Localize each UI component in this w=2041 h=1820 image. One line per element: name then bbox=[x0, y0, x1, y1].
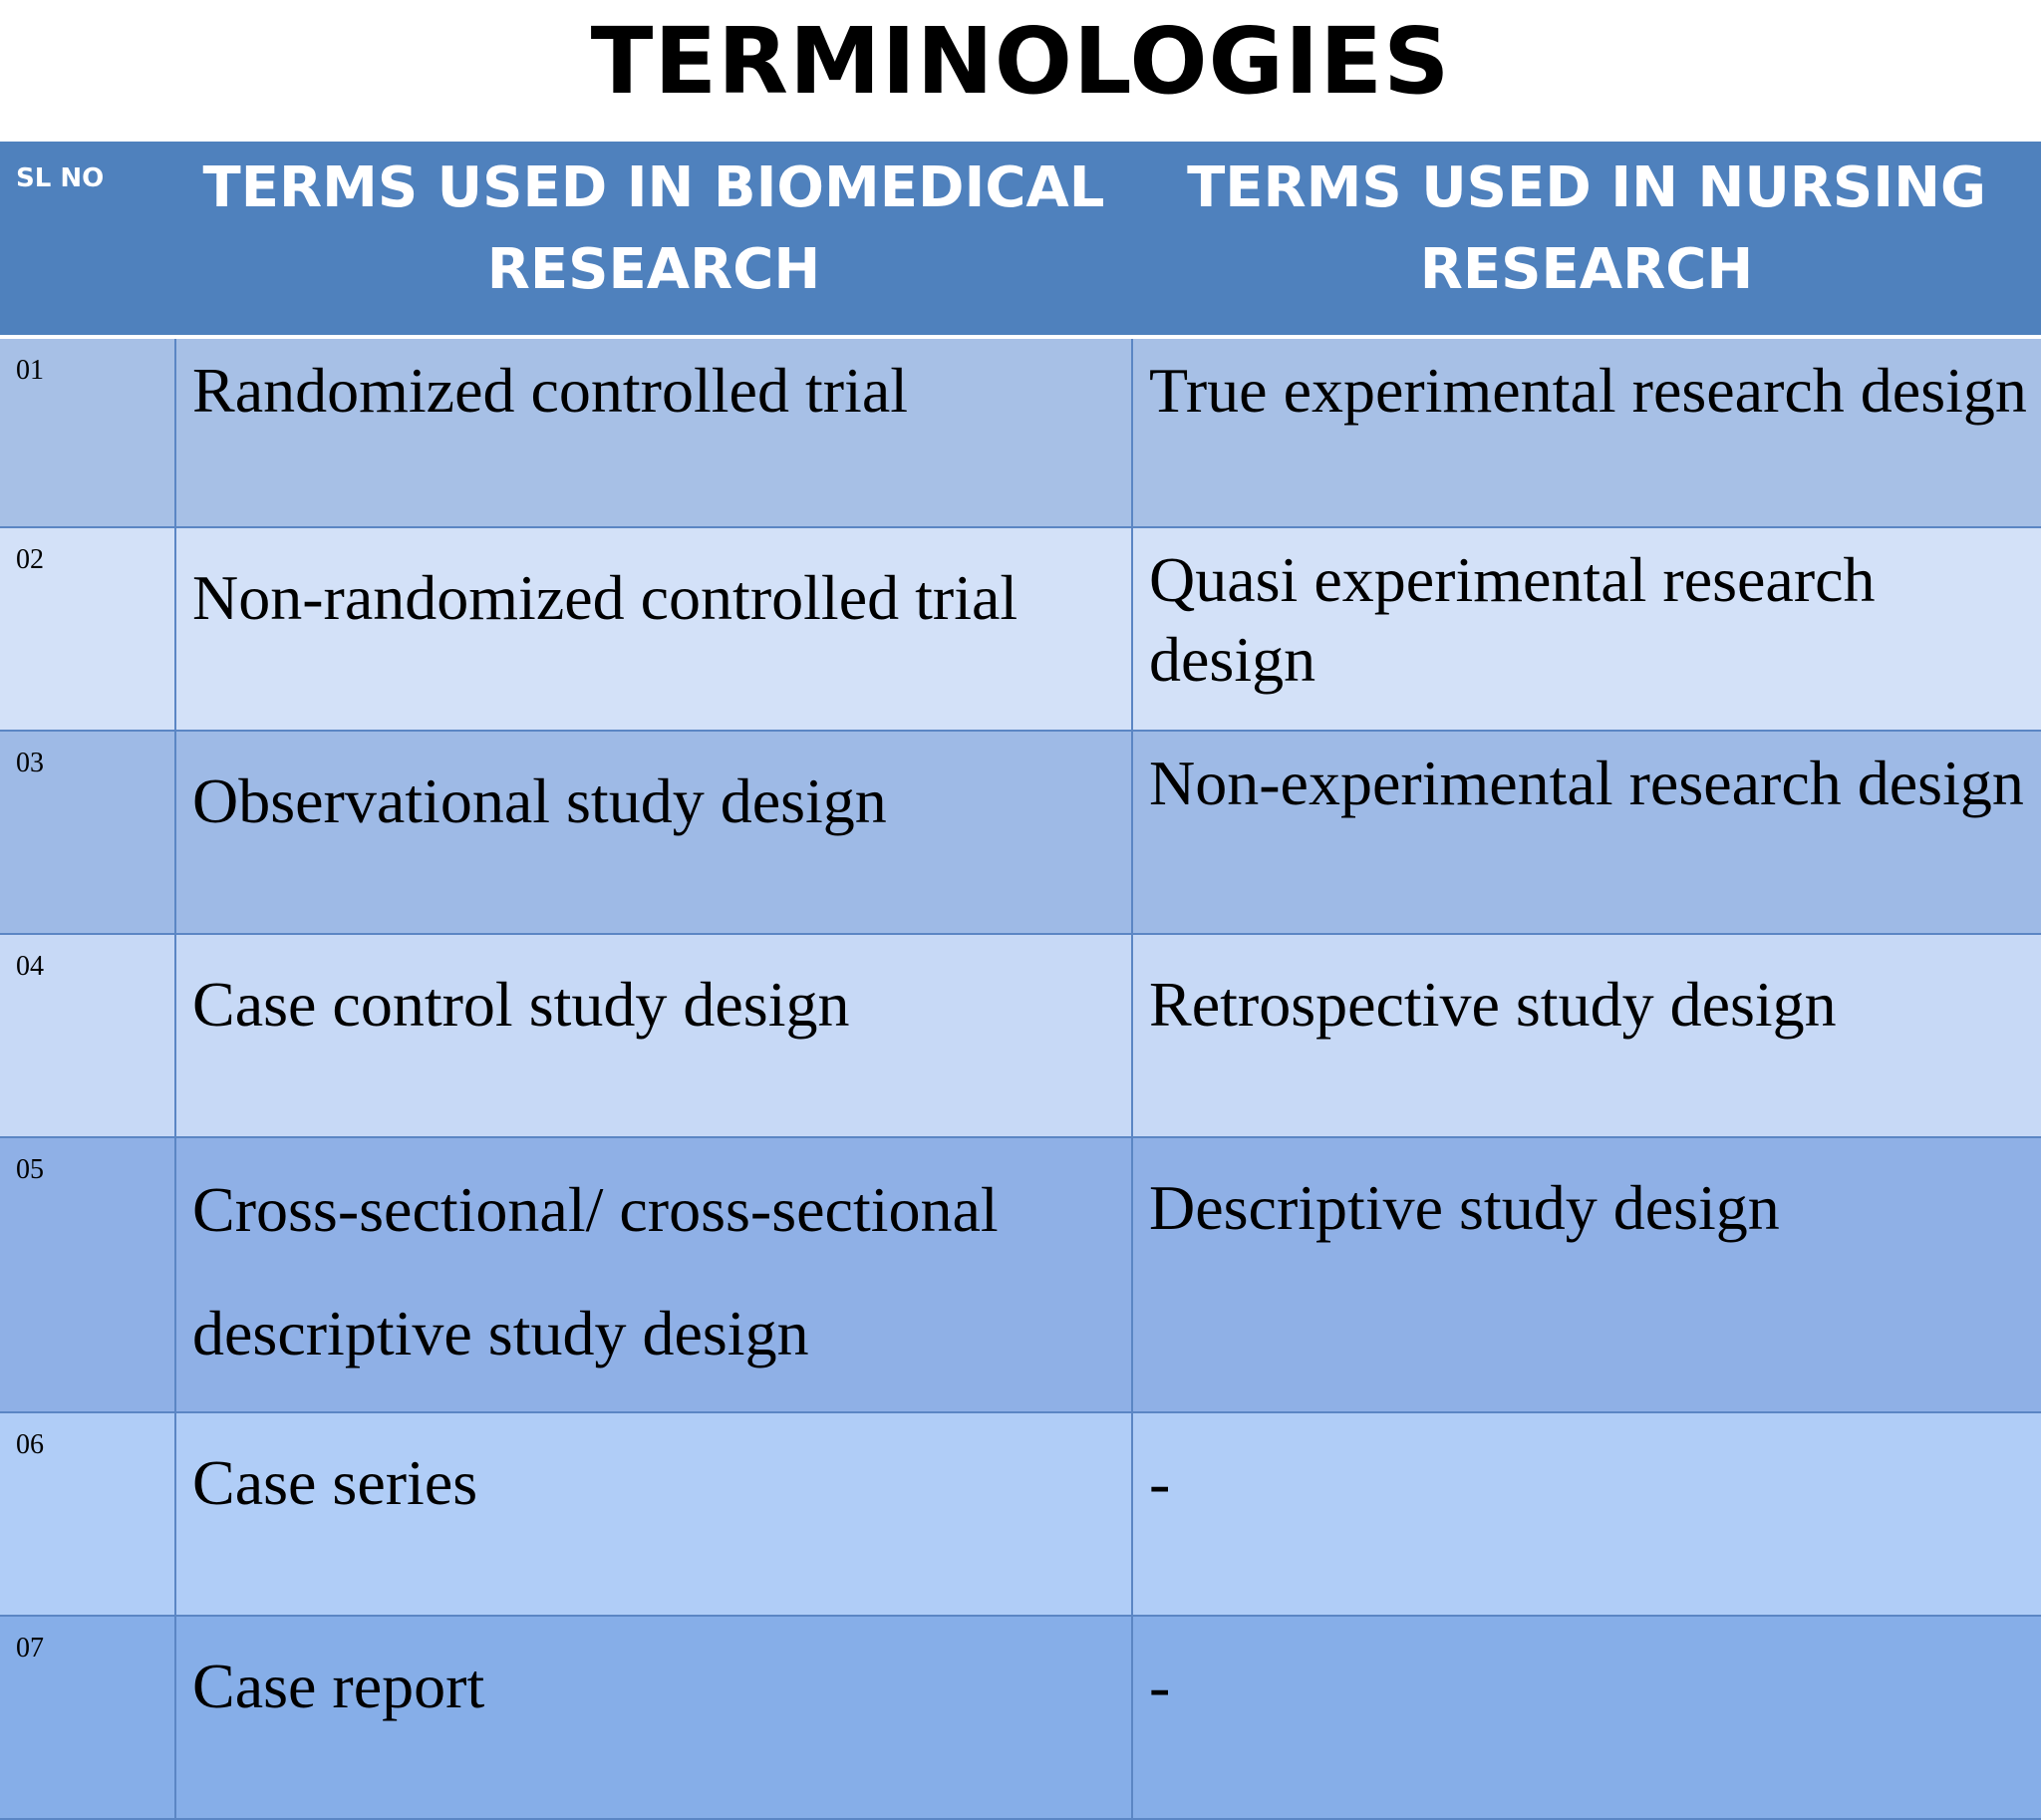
biomedical-term: Observational study design bbox=[175, 731, 1132, 934]
nursing-term: - bbox=[1132, 1412, 2041, 1616]
sl-number: 03 bbox=[0, 731, 175, 934]
table-row bbox=[0, 1412, 2041, 1616]
header-biomedical: TERMS USED IN BIOMEDICAL RESEARCH bbox=[175, 142, 1132, 337]
header-nursing: TERMS USED IN NURSING RESEARCH bbox=[1132, 142, 2041, 337]
biomedical-term: Case control study design bbox=[175, 934, 1132, 1137]
terminology-table bbox=[0, 142, 2041, 1820]
nursing-term: Retrospective study design bbox=[1132, 934, 2041, 1137]
table-row bbox=[0, 337, 2041, 527]
nursing-term: Quasi experimental research design bbox=[1132, 527, 2041, 731]
sl-number: 02 bbox=[0, 527, 175, 731]
biomedical-term: Randomized controlled trial bbox=[175, 337, 1132, 527]
sl-number: 05 bbox=[0, 1137, 175, 1412]
biomedical-term: Non-randomized controlled trial bbox=[175, 527, 1132, 731]
header-sl-no: SL NO bbox=[0, 142, 175, 337]
table-header-row bbox=[0, 142, 2041, 337]
biomedical-term: Case report bbox=[175, 1616, 1132, 1819]
table-row bbox=[0, 1137, 2041, 1412]
page-title: TERMINOLOGIES bbox=[590, 8, 1451, 115]
biomedical-term: Case series bbox=[175, 1412, 1132, 1616]
table-row bbox=[0, 934, 2041, 1137]
nursing-term: Non-experimental research design bbox=[1132, 731, 2041, 934]
nursing-term: Descriptive study design bbox=[1132, 1137, 2041, 1412]
table-row bbox=[0, 1616, 2041, 1819]
sl-number: 04 bbox=[0, 934, 175, 1137]
sl-number: 06 bbox=[0, 1412, 175, 1616]
table-row bbox=[0, 527, 2041, 731]
nursing-term: - bbox=[1132, 1616, 2041, 1819]
table-row bbox=[0, 731, 2041, 934]
sl-number: 07 bbox=[0, 1616, 175, 1819]
sl-number: 01 bbox=[0, 337, 175, 527]
biomedical-term: Cross-sectional/ cross-sectional descriptive study design bbox=[175, 1137, 1132, 1412]
nursing-term: True experimental research design bbox=[1132, 337, 2041, 527]
